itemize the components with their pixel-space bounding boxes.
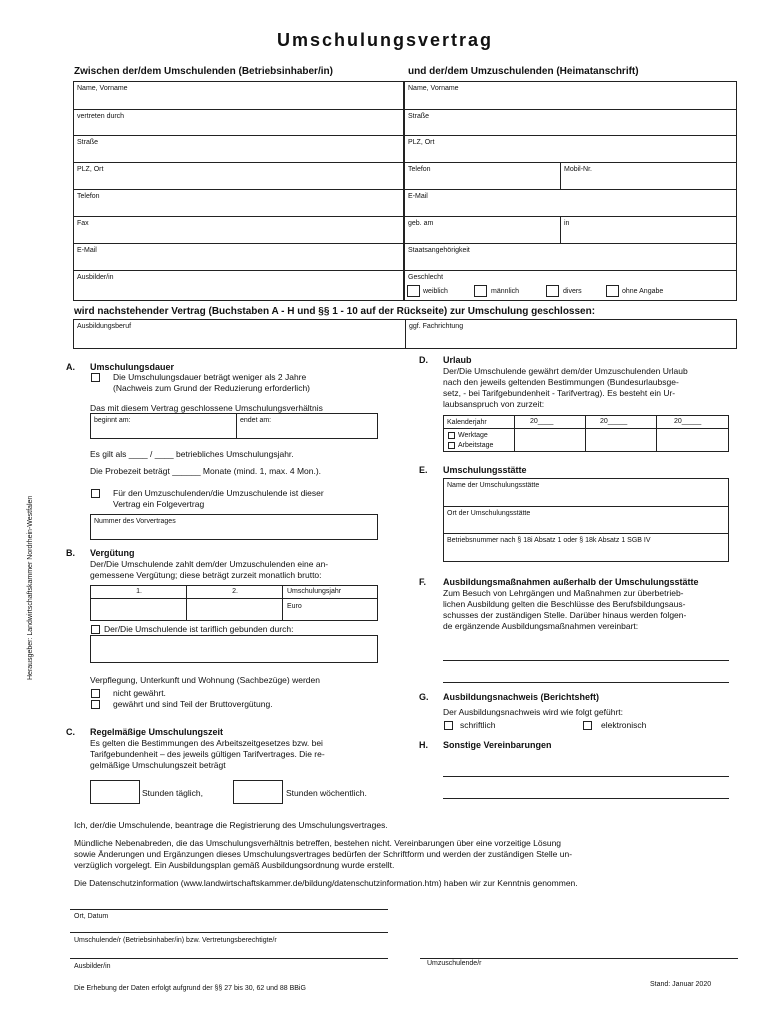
elektronisch-checkbox[interactable]	[583, 721, 592, 730]
section-f-letter: F.	[419, 577, 427, 587]
section-c-letter: C.	[66, 727, 75, 737]
weiblich-checkbox[interactable]	[407, 285, 420, 297]
r-strasse-field[interactable]: Straße	[405, 109, 736, 135]
section-g-letter: G.	[419, 692, 429, 702]
elektronisch-label: elektronisch	[601, 720, 647, 730]
stunden-taeglich-label: Stunden täglich,	[142, 788, 203, 798]
strasse-field[interactable]: Straße	[74, 135, 403, 162]
reduzierung-text-1: Die Umschulungsdauer beträgt weniger als 2 Jahre	[113, 372, 307, 382]
verguetung-table	[90, 585, 378, 621]
nebenabreden-text-2: sowie Änderungen und Ergänzungen dieses Umschulungsvertrages bedürfen der Schriftform und werden der zuständigen Stelle un-	[74, 849, 573, 859]
year-3-label[interactable]: 20_____	[674, 418, 702, 425]
umzuschulende-signature-label: Umzuschulende/r	[427, 960, 482, 967]
vertreten-field[interactable]: vertreten durch	[74, 109, 403, 135]
r-email-field[interactable]: E-Mail	[405, 189, 736, 216]
maennlich-label: männlich	[491, 288, 520, 295]
section-a-title: Umschulungsdauer	[90, 362, 175, 372]
umzuschulende-box	[404, 81, 737, 301]
fachrichtung-field[interactable]: ggf. Fachrichtung	[405, 320, 736, 348]
stand-text: Stand: Januar 2020	[650, 981, 712, 988]
umschulungsjahr-text: Es gilt als ____ / ____ betriebliches Umschulungsjahr.	[90, 449, 294, 459]
erhebung-text: Die Erhebung der Daten erfolgt aufgrund der §§ 27 bis 30, 62 und 88 BBiG	[74, 985, 306, 992]
massnahmen-text-3: schusses der zuständigen Stelle. Darüber hinaus werden folgen-	[443, 610, 687, 620]
section-h-letter: H.	[419, 740, 428, 750]
schriftlich-label: schriftlich	[460, 720, 496, 730]
ausbilder-field[interactable]: Ausbilder/in	[74, 270, 403, 301]
beginnt-field[interactable]: beginnt am:	[94, 417, 131, 424]
section-c-title: Regelmäßige Umschulungszeit	[90, 727, 224, 737]
telefon-field[interactable]: Telefon	[74, 189, 403, 216]
massnahmen-text-1: Zum Besuch von Lehrgängen und Maßnahmen zur überbetrieb-	[443, 588, 684, 598]
urlaub-table	[443, 415, 729, 452]
kalenderjahr-label: Kalenderjahr	[447, 419, 487, 426]
r-in-field[interactable]: in	[560, 216, 737, 243]
nicht-gewaehrt-checkbox[interactable]	[91, 689, 100, 698]
page-title: Umschulungsvertrag	[276, 30, 494, 50]
stunden-woechentlich-label: Stunden wöchentlich.	[286, 788, 367, 798]
staette-ort-field[interactable]: Ort der Umschulungsstätte	[444, 506, 728, 533]
schriftlich-checkbox[interactable]	[444, 721, 453, 730]
folgevertrag-text-2: Vertrag ein Folgevertrag	[113, 499, 205, 509]
urlaub-text-3: setz, - bei Tarifgebundenheit - Tarifvertrag). Es besteht ein Ur-	[443, 388, 676, 398]
umschulende-signature-label: Umschulende/r (Betriebsinhaber/in) bzw. Vertretungsberechtigte/r	[74, 937, 277, 944]
verguetung-col-3: Umschulungsjahr	[287, 588, 342, 595]
ohne-angabe-label: ohne Angabe	[622, 288, 664, 295]
umschulungszeit-text-1: Es gelten die Bestimmungen des Arbeitszeitgesetzes bzw. bei	[90, 738, 323, 748]
massnahmen-line-2[interactable]	[443, 682, 729, 683]
maennlich-checkbox[interactable]	[474, 285, 487, 297]
ort-datum-line[interactable]	[70, 909, 388, 910]
ausbilder-signature-line[interactable]	[70, 958, 388, 959]
beginn-ende-box	[90, 413, 378, 439]
section-e-letter: E.	[419, 465, 428, 475]
r-staat-field[interactable]: Staatsangehörigkeit	[405, 243, 736, 270]
right-header: und der/dem Umzuschulenden (Heimatanschrift)	[408, 66, 639, 77]
verguetung-text-2: gemessene Vergütung; diese beträgt zurzeit monatlich brutto:	[90, 570, 322, 580]
r-telefon-field[interactable]: Telefon	[405, 162, 560, 189]
reduzierung-text-2: (Nachweis zum Grund der Reduzierung erforderlich)	[113, 383, 310, 393]
divers-label: divers	[563, 288, 582, 295]
urlaub-text-4: laubsanspruch von zurzeit:	[443, 399, 545, 409]
nachweis-text: Der Ausbildungsnachweis wird wie folgt geführt:	[443, 707, 624, 717]
section-g-title: Ausbildungsnachweis (Berichtsheft)	[443, 692, 600, 702]
vorvertrag-field[interactable]: Nummer des Vorvertrages	[90, 514, 378, 540]
arbeitstage-label: Arbeitstage	[458, 442, 494, 449]
verguetung-text-1: Der/Die Umschulende zahlt dem/der Umzuschulenden eine an-	[90, 559, 329, 569]
werktage-label: Werktage	[458, 432, 488, 439]
divers-checkbox[interactable]	[546, 285, 559, 297]
tarif-text: Der/Die Umschulende ist tariflich gebunden durch:	[104, 624, 294, 634]
weiblich-label: weiblich	[423, 288, 448, 295]
plz-ort-field[interactable]: PLZ, Ort	[74, 162, 403, 189]
beruf-box	[73, 319, 737, 349]
datenschutz-text: Die Datenschutzinformation (www.landwirtschaftskammer.de/bildung/datenschutzinformation.htm) haben wir zur Kenntnis genommen.	[74, 878, 578, 888]
verguetung-jahr-2-input[interactable]	[187, 599, 282, 620]
publisher-note: Herausgeber: Landwirtschaftskammer Nordrhein-Westfalen	[27, 495, 34, 680]
ort-datum-label: Ort, Datum	[74, 913, 109, 920]
betriebsnummer-field[interactable]: Betriebsnummer nach § 18i Absatz 1 oder § 18k Absatz 1 SGB IV	[444, 533, 728, 561]
email-field[interactable]: E-Mail	[74, 243, 403, 270]
section-d-title: Urlaub	[443, 355, 472, 365]
massnahmen-line-1[interactable]	[443, 660, 729, 661]
folgevertrag-text-1: Für den Umzuschulenden/die Umzuschulende ist dieser	[113, 488, 324, 498]
section-a-letter: A.	[66, 362, 75, 372]
year-2-label[interactable]: 20_____	[600, 418, 628, 425]
section-h-title: Sonstige Vereinbarungen	[443, 740, 552, 750]
arbeitstage-checkbox[interactable]	[448, 442, 455, 449]
stunden-taeglich-input[interactable]	[90, 780, 140, 804]
nebenabreden-text-3: verzüglich vorgelegt. Ein Ausbildungsplan gemäß Ausbildungsordnung wurde erstellt.	[74, 860, 395, 870]
umschulungszeit-text-2: Tarifgebundenheit – des jeweils gültigen Tarifvertrages. Die re-	[90, 749, 325, 759]
ausbilder-signature-label: Ausbilder/in	[74, 963, 111, 970]
umschulungszeit-text-3: gelmäßige Umschulungszeit beträgt	[90, 760, 226, 770]
year-1-label[interactable]: 20____	[530, 418, 554, 425]
ohne-angabe-checkbox[interactable]	[606, 285, 619, 297]
nicht-gewaehrt-text: nicht gewährt.	[113, 688, 166, 698]
massnahmen-text-4: de ergänzende Ausbildungsmaßnahmen vereinbart:	[443, 621, 639, 631]
verguetung-col-2: 2.	[232, 588, 238, 595]
werktage-checkbox[interactable]	[448, 432, 455, 439]
stunden-woechentlich-input[interactable]	[233, 780, 283, 804]
umschulungsstaette-box	[443, 478, 729, 562]
euro-label: Euro	[287, 603, 302, 610]
name-field[interactable]: Name, Vorname	[77, 85, 128, 92]
umzuschulende-signature-line[interactable]	[420, 958, 738, 959]
registrierung-text: Ich, der/die Umschulende, beantrage die Registrierung des Umschulungsvertrages.	[74, 820, 388, 830]
sonstige-line-1[interactable]	[443, 776, 729, 777]
massnahmen-text-2: lichen Ausbildung gelten die Beschlüsse des Berufsbildungsaus-	[443, 599, 686, 609]
urlaub-text-1: Der/Die Umschulende gewährt dem/der Umzuschulenden Urlaub	[443, 366, 688, 376]
r-mobil-field[interactable]: Mobil-Nr.	[560, 162, 737, 189]
gewaehrt-checkbox[interactable]	[91, 700, 100, 709]
reduzierung-checkbox[interactable]	[91, 373, 100, 382]
left-header: Zwischen der/dem Umschulenden (Betriebsinhaber/in)	[74, 66, 333, 77]
r-gebam-field[interactable]: geb. am	[405, 216, 560, 243]
tarif-checkbox[interactable]	[91, 625, 100, 634]
contract-line: wird nachstehender Vertrag (Buchstaben A - H und §§ 1 - 10 auf der Rückseite) zur Umschulung geschlossen:	[74, 306, 596, 317]
r-geschlecht-field: Geschlecht	[405, 270, 736, 301]
verpflegung-text: Verpflegung, Unterkunft und Wohnung (Sachbezüge) werden	[90, 675, 320, 685]
section-e-title: Umschulungsstätte	[443, 465, 527, 475]
section-d-letter: D.	[419, 355, 428, 365]
fax-field[interactable]: Fax	[74, 216, 403, 243]
section-f-title: Ausbildungsmaßnahmen außerhalb der Umschulungsstätte	[443, 577, 699, 587]
umschulende-box	[73, 81, 404, 301]
ausbildungsberuf-field[interactable]: Ausbildungsberuf	[77, 323, 132, 330]
folgevertrag-checkbox[interactable]	[91, 489, 100, 498]
section-b-title: Vergütung	[90, 548, 135, 558]
sonstige-line-2[interactable]	[443, 798, 729, 799]
urlaub-text-2: nach den jeweils geltenden Bestimmungen (Bundesurlaubsge-	[443, 377, 679, 387]
umschulende-signature-line[interactable]	[70, 932, 388, 933]
r-plz-field[interactable]: PLZ, Ort	[405, 135, 736, 162]
verhaeltnis-text: Das mit diesem Vertrag geschlossene Umschulungsverhältnis	[90, 403, 323, 413]
staette-name-field[interactable]: Name der Umschulungsstätte	[447, 482, 540, 489]
verguetung-col-1: 1.	[136, 588, 142, 595]
gewaehrt-text: gewährt und sind Teil der Bruttovergütung.	[113, 699, 273, 709]
r-name-field[interactable]: Name, Vorname	[408, 85, 459, 92]
probezeit-text: Die Probezeit beträgt ______ Monate (mind. 1, max. 4 Mon.).	[90, 466, 322, 476]
nebenabreden-text-1: Mündliche Nebenabreden, die das Umschulungsverhältnis betreffen, bestehen nicht. Vereinbarungen über eine vorzeitige Lösung	[74, 838, 562, 848]
tarif-field[interactable]	[90, 635, 378, 663]
endet-field[interactable]: endet am:	[236, 414, 377, 438]
verguetung-jahr-1-input[interactable]	[91, 599, 186, 620]
section-b-letter: B.	[66, 548, 75, 558]
